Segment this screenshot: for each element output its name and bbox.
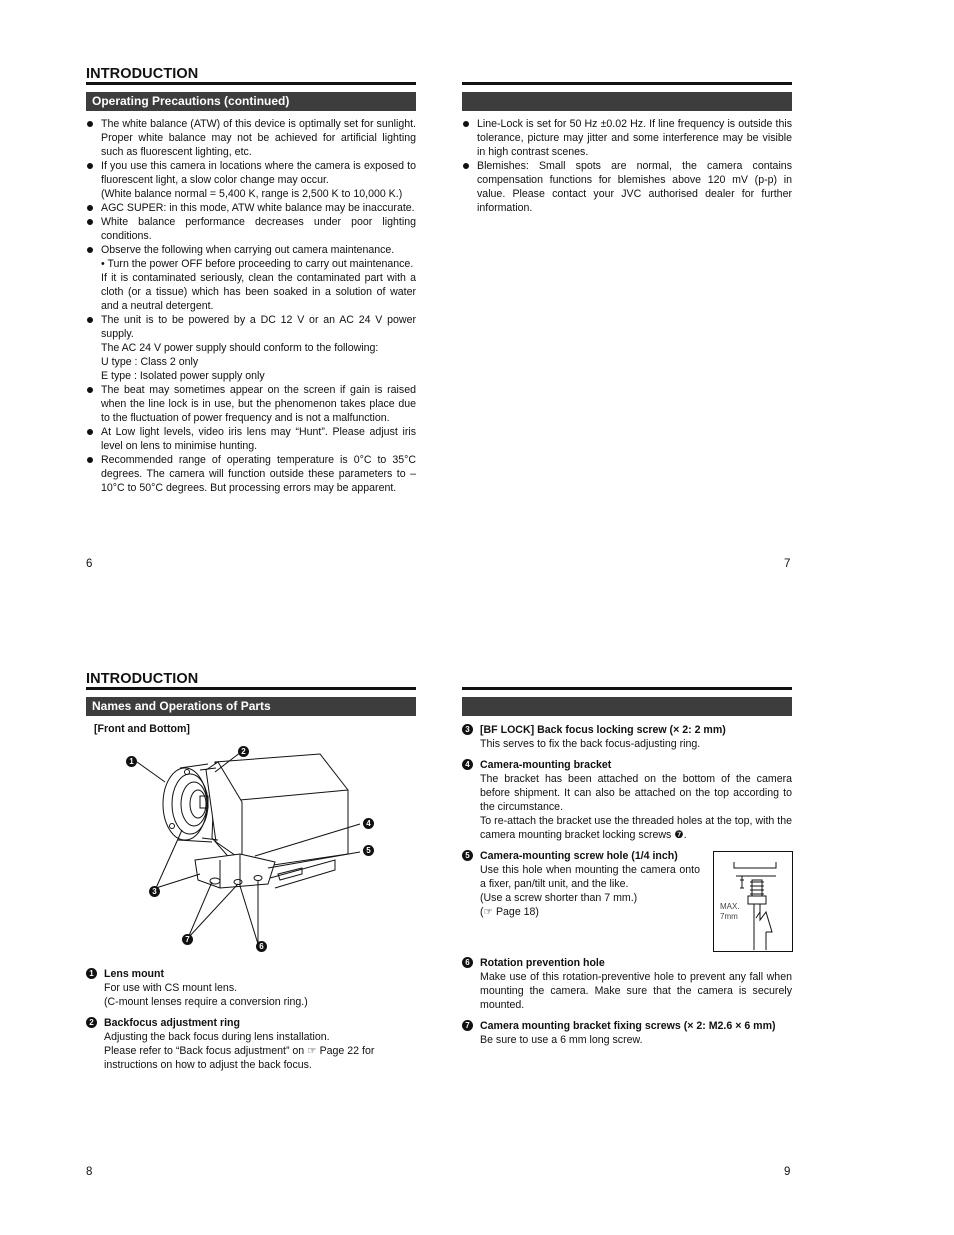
callout-2: 2 — [238, 746, 249, 757]
part-number-badge: 7 — [462, 1020, 473, 1031]
part-desc-line: (C-mount lenses require a conversion ring.) — [104, 996, 308, 1008]
bullet-line: AGC SUPER: in this mode, ATW white balance may be inaccurate. — [101, 202, 415, 214]
section-title-top: INTRODUCTION — [86, 66, 199, 82]
part-number-badge: 1 — [86, 968, 97, 979]
part-description-3 — [462, 723, 792, 751]
bullet-item — [86, 215, 416, 243]
callout-6: 6 — [256, 941, 267, 952]
bullet-line: The beat may sometimes appear on the screen if gain is raised when the line lock is in use, but the phenomenon takes place due to the fluctuation of power frequency and is not a malfunction. — [101, 384, 416, 424]
bullet-item — [86, 117, 416, 159]
callout-4: 4 — [363, 818, 374, 829]
part-desc-line: Please refer to “Back focus adjustment” on ☞ Page 22 for instructions on how to adjust the back focus. — [104, 1045, 375, 1071]
bullet-item — [86, 159, 416, 201]
callout-7: 7 — [182, 934, 193, 945]
part-title: Rotation prevention hole — [480, 957, 605, 969]
bullet-line: E type : Isolated power supply only — [101, 370, 265, 382]
bullet-line: Recommended range of operating temperature is 0°C to 35°C degrees. The camera will function outside these parameters to –10°C to 50°C degrees. But processing errors may be apparent. — [101, 454, 416, 494]
part-title: Backfocus adjustment ring — [104, 1017, 240, 1029]
part-desc-line: For use with CS mount lens. — [104, 982, 238, 994]
bullet-line: If you use this camera in locations where the camera is exposed to fluorescent light, a slow color change may occur. — [101, 160, 416, 186]
part-desc-line: (Use a screw shorter than 7 mm.) — [480, 892, 638, 904]
bullet-line: If it is contaminated seriously, clean the contaminated part with a cloth (or a tissue) which has been soaked in a solution of water and a neutral detergent. — [101, 272, 416, 312]
part-title: Camera mounting bracket fixing screws (× 2: M2.6 × 6 mm) — [480, 1020, 776, 1032]
page-number-7: 7 — [784, 558, 791, 570]
part-title: Lens mount — [104, 968, 165, 980]
section-title-bottom: INTRODUCTION — [86, 671, 199, 687]
section-rule-top-left — [86, 82, 416, 85]
front-bottom-subheading: [Front and Bottom] — [94, 723, 190, 735]
bullet-line: White balance performance decreases under poor lighting conditions. — [101, 216, 416, 242]
section-bar-bottom-right — [462, 697, 792, 716]
section-bar-names-of-parts: Names and Operations of Parts — [86, 697, 416, 716]
page-number-8: 8 — [86, 1166, 93, 1178]
part-title: Camera-mounting screw hole (1/4 inch) — [480, 850, 678, 862]
bullet-item — [86, 383, 416, 425]
page-number-9: 9 — [784, 1166, 791, 1178]
parts-list-left — [86, 967, 416, 1079]
bullet-line: The AC 24 V power supply should conform to the following: — [101, 342, 379, 354]
section-bar-top-right — [462, 92, 792, 111]
bullet-item — [86, 453, 416, 495]
part-number-badge: 5 — [462, 850, 473, 861]
bullet-item — [462, 159, 792, 215]
callout-5: 5 — [363, 845, 374, 856]
screw-length-figure — [713, 851, 793, 952]
part-description-1 — [86, 967, 416, 1009]
bullet-line: (White balance normal = 5,400 K, range is 2,500 K to 10,000 K.) — [101, 188, 403, 200]
callout-1: 1 — [126, 756, 137, 767]
precautions-list-left — [86, 117, 416, 495]
bullet-line: The white balance (ATW) of this device is optimally set for sunlight. Proper white balance may not be achieved for artificial lighting such as fluorescent lighting, etc. — [101, 118, 416, 158]
page-number-6: 6 — [86, 558, 93, 570]
section-rule-bottom-right — [462, 687, 792, 690]
part-desc-line: To re-attach the bracket use the threaded holes at the top, with the camera mounting bracket locking screws ❼. — [480, 815, 792, 841]
part-number-badge: 6 — [462, 957, 473, 968]
part-title: Camera-mounting bracket — [480, 759, 612, 771]
camera-illustration — [120, 742, 380, 957]
screw-fig-max-label: MAX. — [720, 902, 740, 911]
part-desc-line: Be sure to use a 6 mm long screw. — [480, 1034, 643, 1046]
bullet-line: Blemishes: Small spots are normal, the camera contains compensation functions for blemishes above 120 mV (p-p) in value. Please contact your JVC authorised dealer for further information. — [477, 160, 792, 214]
bullet-line: The unit is to be powered by a DC 12 V or an AC 24 V power supply. — [101, 314, 416, 340]
bullet-line: Observe the following when carrying out camera maintenance. — [101, 244, 395, 256]
bullet-line: • Turn the power OFF before proceeding to carry out maintenance. — [101, 258, 414, 270]
bullet-line: At Low light levels, video iris lens may “Hunt”. Please adjust iris level on lens to minimise hunting. — [101, 426, 416, 452]
part-desc-line: The bracket has been attached on the bottom of the camera before shipment. It can also be attached on the top according to the circumstance. — [480, 773, 792, 813]
part-description-6 — [462, 956, 792, 1012]
part-description-2 — [86, 1016, 416, 1072]
part-description-7 — [462, 1019, 792, 1047]
bullet-item — [86, 243, 416, 313]
part-number-badge: 3 — [462, 724, 473, 735]
screw-fig-7mm-label: 7mm — [720, 912, 738, 921]
bullet-line: Line-Lock is set for 50 Hz ±0.02 Hz. If line frequency is outside this tolerance, picture may jitter and some interference may be visible in high contrast scenes. — [477, 118, 792, 158]
part-desc-line: This serves to fix the back focus-adjusting ring. — [480, 738, 701, 750]
bullet-item — [86, 425, 416, 453]
part-title: [BF LOCK] Back focus locking screw (× 2: 2 mm) — [480, 724, 726, 736]
part-desc-line: (☞ Page 18) — [480, 906, 539, 918]
part-desc-line: Use this hole when mounting the camera onto a fixer, pan/tilt unit, and the like. — [480, 864, 700, 890]
part-description-4 — [462, 758, 792, 842]
section-rule-top-right — [462, 82, 792, 85]
bullet-item — [86, 313, 416, 383]
bullet-item — [86, 201, 416, 215]
bullet-line: U type : Class 2 only — [101, 356, 199, 368]
part-desc-line: Adjusting the back focus during lens installation. — [104, 1031, 330, 1043]
part-number-badge: 4 — [462, 759, 473, 770]
section-rule-bottom-left — [86, 687, 416, 690]
precautions-list-right — [462, 117, 792, 215]
section-bar-operating-precautions: Operating Precautions (continued) — [86, 92, 416, 111]
bullet-item — [462, 117, 792, 159]
part-desc-line: Make use of this rotation-preventive hole to prevent any fall when mounting the camera. Make sure that the camera is securely mounted. — [480, 971, 792, 1011]
part-number-badge: 2 — [86, 1017, 97, 1028]
callout-3: 3 — [149, 886, 160, 897]
